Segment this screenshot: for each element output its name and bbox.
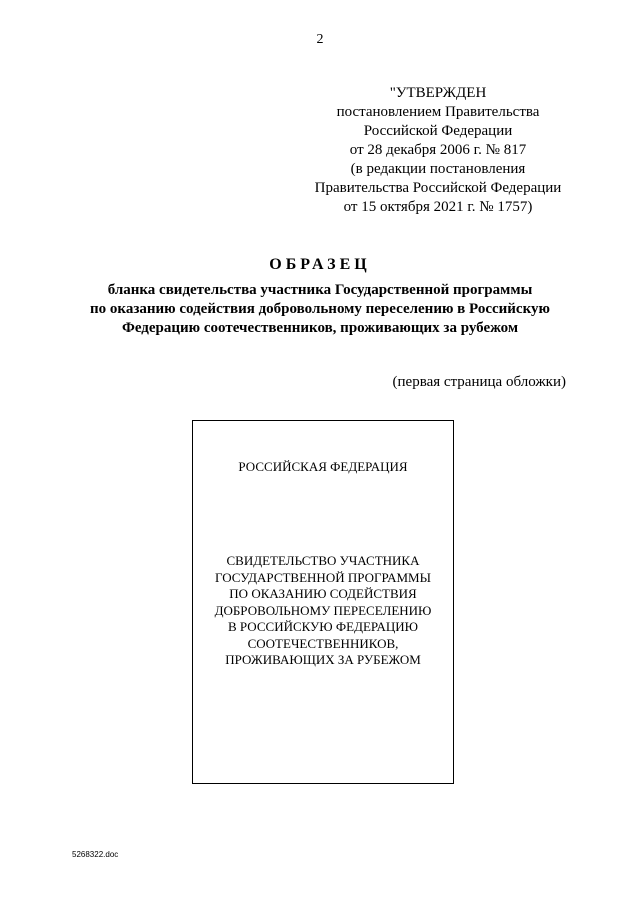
approval-line: Правительства Российской Федерации — [314, 180, 562, 196]
approval-line: (в редакции постановления — [350, 161, 526, 177]
approval-line: от 28 декабря 2006 г. № 817 — [349, 142, 527, 158]
cover-certificate-line: В РОССИЙСКУЮ ФЕДЕРАЦИЮ — [228, 619, 418, 634]
approval-line: Российской Федерации — [363, 123, 513, 139]
sample-subtitle-line: Федерацию соотечественников, проживающих за рубежом — [121, 320, 519, 336]
approval-line: "УТВЕРЖДЕН — [389, 85, 487, 101]
cover-certificate-line: СООТЕЧЕСТВЕННИКОВ, — [247, 635, 399, 651]
cover-certificate-line: ПРОЖИВАЮЩИХ ЗА РУБЕЖОМ — [225, 652, 421, 667]
document-file-name: 5268322.doc — [72, 850, 119, 859]
sample-subtitle-line: по оказанию содействия добровольному переселению в Российскую — [90, 301, 550, 317]
cover-certificate-line: СВИДЕТЕЛЬСТВО УЧАСТНИКА — [226, 553, 420, 568]
approval-line: постановлением Правительства — [336, 104, 540, 120]
page-number: 2 — [316, 32, 324, 47]
cover-certificate-line: ПО ОКАЗАНИЮ СОДЕЙСТВИЯ — [229, 586, 417, 601]
sample-subtitle-line: бланка свидетельства участника Государственной программы — [107, 282, 533, 298]
sample-subtitle — [60, 281, 580, 338]
cover-page-note: (первая страница обложки) — [392, 374, 566, 390]
cover-certificate-line: ДОБРОВОЛЬНОМУ ПЕРЕСЕЛЕНИЮ — [214, 602, 432, 618]
approval-block — [300, 84, 576, 217]
cover-certificate-line: ГОСУДАРСТВЕННОЙ ПРОГРАММЫ — [215, 569, 431, 585]
cover-country-name: РОССИЙСКАЯ ФЕДЕРАЦИЯ — [238, 459, 408, 474]
cover-sample-frame — [192, 420, 454, 784]
approval-line: от 15 октября 2021 г. № 1757) — [343, 199, 533, 215]
sample-title: ОБРАЗЕЦ — [269, 256, 371, 273]
cover-certificate-title — [193, 553, 453, 669]
